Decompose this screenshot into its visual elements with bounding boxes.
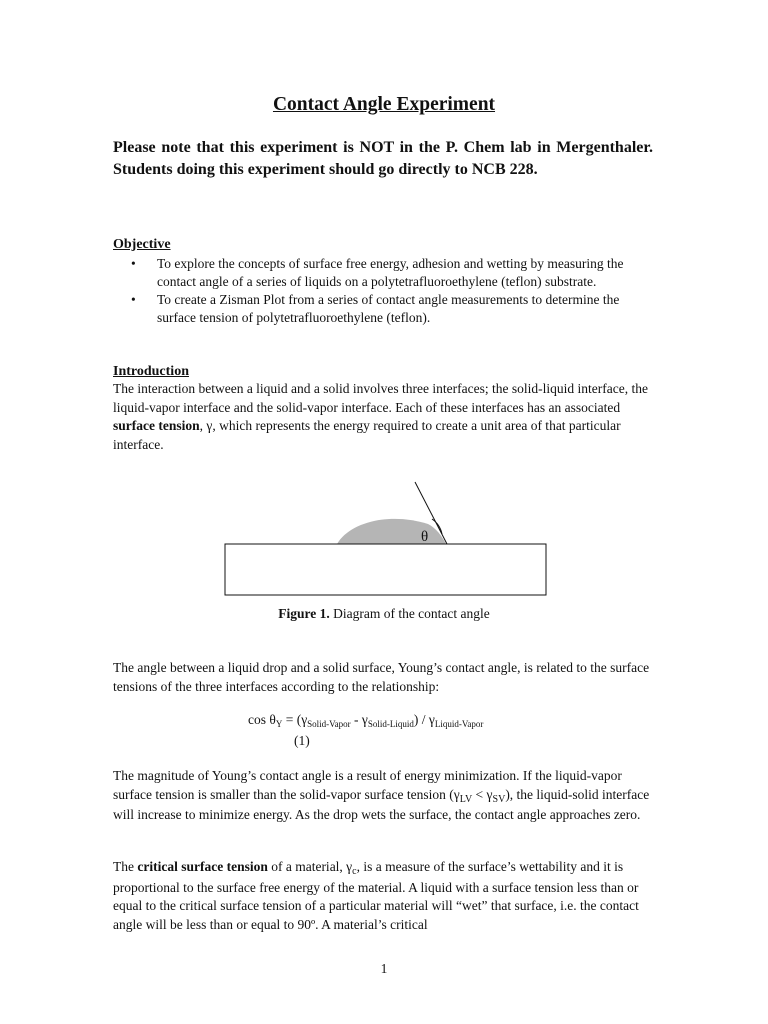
eq-lhs: cos θ <box>248 712 276 727</box>
figure-label: Figure 1. <box>278 606 330 621</box>
sub-sv: SV <box>492 793 506 805</box>
introduction-heading: Introduction <box>113 364 189 379</box>
equation-number: (1) <box>294 733 310 748</box>
young-equation <box>248 712 483 728</box>
sub-lv: LV <box>459 793 473 805</box>
figure-caption-text: Diagram of the contact angle <box>329 606 490 621</box>
critical-tension-paragraph <box>113 858 658 934</box>
figure-caption <box>0 606 768 622</box>
eq-sub-solid-vapor: Solid-Vapor <box>307 719 351 729</box>
objective-item-text: To explore the concepts of surface free energy, adhesion and wetting by measuring the contact angle of a series of liquids on a polytetrafluoroethylene (teflon) substrate. <box>157 256 624 289</box>
eq-open: = (γ <box>282 712 308 727</box>
mag-text-continued: ), the liquid-solid interface will increase to minimize energy. As the drop wets the surface, the contact angle approaches zero. <box>113 786 650 822</box>
critical-surface-tension-term: critical surface tension <box>137 859 268 874</box>
mag-text: The magnitude of Young’s contact angle is a result of energy minimization. If the liquid-vapor surface tension is smaller than the solid-vapor surface tension (γ <box>113 768 622 802</box>
page-title: Contact Angle Experiment <box>272 94 496 115</box>
sub-c: c <box>352 866 357 877</box>
objective-item-text: To create a Zisman Plot from a series of contact angle measurements to determine the surface tension of polytetrafluoroethylene (teflon). <box>157 292 620 325</box>
crit-text-2: of a material, γ <box>267 859 353 874</box>
eq-sub-solid-liquid: Solid-Liquid <box>367 719 414 729</box>
liquid-drop <box>337 519 446 544</box>
page-number: 1 <box>380 961 388 976</box>
crit-text: The <box>113 859 138 874</box>
eq-divide: ) / γ <box>413 712 435 727</box>
surface-tension-term: surface tension <box>113 418 200 433</box>
mag-lt: < γ <box>472 786 493 802</box>
eq-sub-liquid-vapor: Liquid-Vapor <box>434 719 484 729</box>
crit-text-3: , is a measure of the surface’s wettability and it is proportional to the surface free energy of the material. A liquid with a surface tension less than or equal to the critical surface tension of a particular material will “wet” that surface, i.e. the contact angle will be less than or equal to 90º. A material’s critical <box>113 859 639 932</box>
solid-substrate <box>225 544 546 595</box>
young-angle-paragraph: The angle between a liquid drop and a solid surface, Young’s contact angle, is related to the surface tensions of the three interfaces according to the relationship: <box>113 660 650 694</box>
theta-label: θ <box>421 529 429 545</box>
objective-heading: Objective <box>113 237 171 252</box>
eq-sub-y: Y <box>275 719 283 729</box>
location-notice: Please note that this experiment is NOT in the P. Chem lab in Mergenthaler. Students doing this experiment should go directly to NCB 228. <box>113 139 653 178</box>
intro-text: The interaction between a liquid and a solid involves three interfaces; the solid-liquid interface, the liquid-vapor interface and the solid-vapor interface. Each of these interfaces has an associated <box>113 381 648 415</box>
magnitude-paragraph <box>113 767 658 825</box>
bullet-icon: • <box>131 256 136 271</box>
intro-text-continued: , γ, which represents the energy required to create a unit area of that particular interface. <box>113 418 621 452</box>
eq-minus: - γ <box>350 712 368 727</box>
bullet-icon: • <box>131 292 136 307</box>
